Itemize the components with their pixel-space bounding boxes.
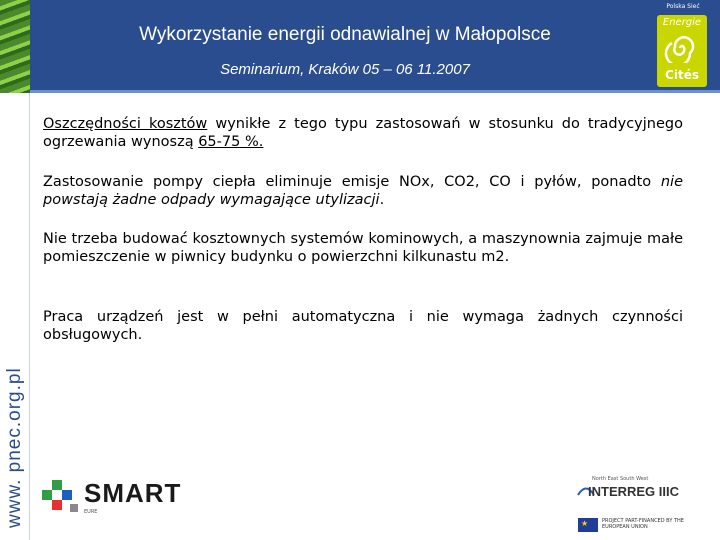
smart-wordmark: SMART [84,478,182,508]
smart-logo [42,478,192,518]
smart-subtext: EURE [84,509,98,515]
header-bar [0,0,720,93]
site-url: www. pnec.org.pl [4,367,25,528]
page-title: Wykorzystanie energii odnawialnej w Małopolsce [139,24,551,45]
sidebar-divider [29,93,30,540]
smart-square [52,500,62,510]
logo-word-top: Energie [662,17,702,28]
paragraph-savings [43,115,683,151]
smart-square [70,504,78,512]
savings-text: wynikłe z tego typu zastosowań w stosunku do tradycyjnego ogrzewania wynoszą [43,116,683,150]
emissions-text: Zastosowanie pompy ciepła eliminuje emisje NOx, CO2, CO i pyłów, ponadto [43,174,661,190]
eu-flag-icon: ★ [578,518,598,532]
savings-phrase: Oszczędności kosztów [43,116,208,132]
paragraph-emissions [43,173,683,209]
smart-square [42,490,52,500]
interreg-wordmark: INTERREG IIIC [588,484,680,499]
smart-square [62,490,72,500]
emissions-italic: nie powstają żadne odpady wymagające utylizacji [43,174,683,208]
smart-square [52,480,62,490]
logo-word-bottom: Cités [665,68,699,82]
eu-funding-text: PROJECT PART-FINANCED BY THE EUROPEAN UNION [602,518,684,530]
logo-org-text: Polska Sieć [666,3,700,10]
page-subtitle: Seminarium, Kraków 05 – 06 11.2007 [220,61,470,78]
interreg-logo [572,476,712,536]
emissions-end: . [379,192,385,208]
header-divider [30,90,720,93]
logo-badge [657,15,707,87]
energie-cites-logo [652,3,714,87]
paragraph-automatic: Praca urządzeń jest w pełni automatyczna i nie wymaga żadnych czynności obsługowych. [43,309,683,343]
paragraph-chimney: Nie trzeba budować kosztownych systemów kominowych, a maszynownia zajmuje małe pomieszczenie w piwnicy budynku o powierzchni kilkunastu m2. [43,231,683,265]
savings-percent: 65-75 %. [198,134,264,150]
smart-squares-icon [42,478,82,518]
interreg-top-text: North East South West [592,476,649,482]
swirl-icon [664,33,700,63]
header-texture [0,0,30,93]
